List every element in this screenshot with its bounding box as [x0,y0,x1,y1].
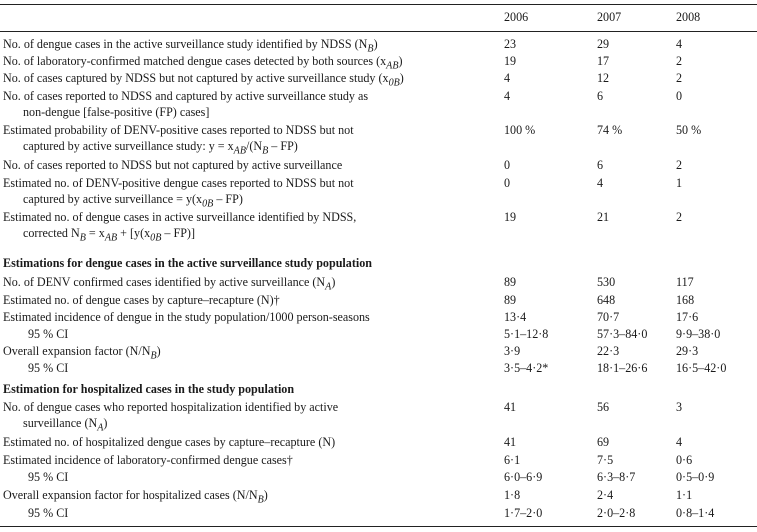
header-2006: 2006 [504,10,529,24]
header-2007: 2007 [597,10,622,24]
data-table: 2006 2007 2008 No. of dengue cases in the active surveillance study identified by NDSS $(N_B)$ 23 29 4 No. of laboratory-confirmed matched dengue cases detected by both sources $(x_{AB})$ 19 17 2 No. of cases captured by NDSS but not captured by active surveillance study $(x_{0B})$ 4 12 2 No. of cases reported to NDSS and captured by active surveillance study as non-dengue [false-positive (FP) cases] 4 6 0 Estimated probability of DENV-positive cases reported to NDSS but not captured by active surveillance study: $y = x_{AB}/(N_B - FP)$ 100 % 74 % 50 % No. of cases reported to NDSS but not captured by active surveillance 0 6 2 Estimated no. of DENV-positive dengue cases reported to NDSS but not captured by active surveillance = $y(x_{0B} - FP)$ 0 4 1 Estimated no. of dengue cases in active surveillance identified by NDSS, corrected $N_B = x_{AB} + [y(x_{0B} - FP)]$ 19 21 2 Estimations for dengue cases in the active surveillance study population No. of DENV confirmed cases identified by active surveillance $(N_A)$ 89 530 117 Estimated no. of dengue cases by capture–recapture (N)† 89 648 168 Estimated incidence of dengue in the study population/1000 person-seasons 13·4 70·7 17·6 95 % CI 5·1–12·8 57·3–84·0 9·9–38·0 Overall expansion factor $(N/N_B)$ 3·9 22·3 29·3 95 % CI 3·5–4·2* 18·1–26·6 16·5–42·0 Estimation for hospitalized cases in the study population No. of dengue cases who reported hospitalization identified by active surveillance $(N_A)$ 41 56 3 Estimated no. of hospitalized dengue cases by capture–recapture (N) 41 69 4 Estimated incidence of laboratory-confirmed dengue cases† 6·1 7·5 0·6 95 % CI 6·0–6·9 6·3–8·7 0·5–0·9 Overall expansion factor for hospitalized cases $(N/N_B)$ 1·8 2·4 1·1 95 % CI 1·7–2·0 2·0–2·8 0·8–1·4 [0,0,757,532]
bottom-rule [0,526,757,527]
top-rule [0,4,757,5]
header-2008: 2008 [676,10,701,24]
header-rule [0,31,757,32]
